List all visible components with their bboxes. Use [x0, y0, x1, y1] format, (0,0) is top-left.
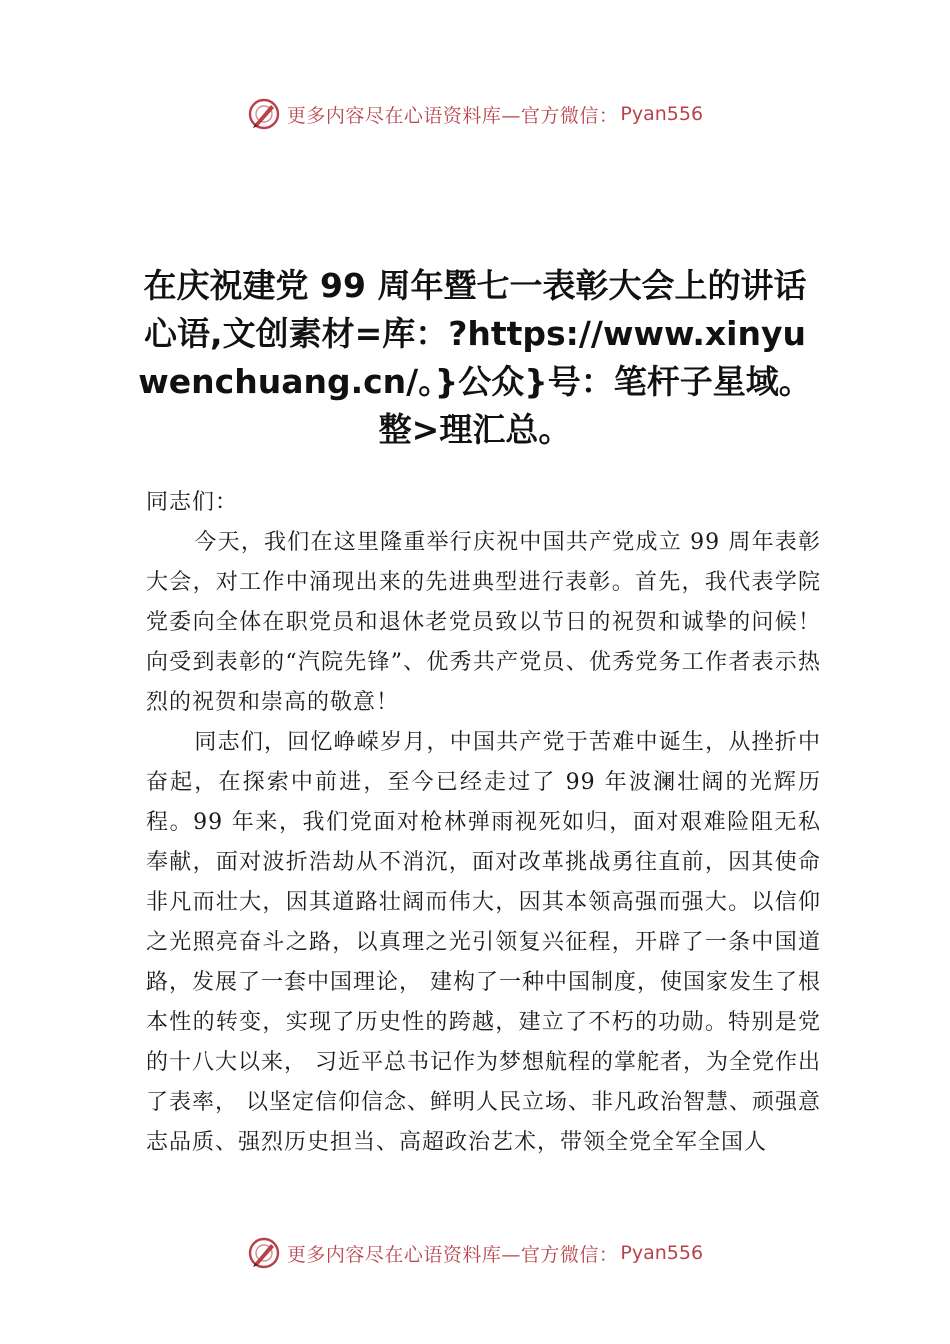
banner-wechat-id: Pyan556 [620, 1242, 704, 1264]
banner-text: 更多内容尽在心语资料库—官方微信： [286, 104, 619, 127]
paragraph: 同志们，回忆峥嵘岁月，中国共产党于苦难中诞生，从挫折中奋起，在探索中前进，至今已经走过了 99 年波澜壮阔的光辉历程。99 年来，我们党面对枪林弹雨视死如归，面对艰难险阻无私奉献，面对波折浩劫从不消沉，面对改革挑战勇往直前，因其使命非凡而壮大，因其道路壮阔而伟大，因其本领高强而强大。以信仰之光照亮奋斗之路，以真理之光引领复兴征程，开辟了一条中国道路，发展了一套中国理论， 建构了一种中国制度，使国家发生了根本性的转变，实现了历史性的跨越，建立了不朽的功勋。特别是党的十八大以来， 习近平总书记作为梦想航程的掌舵者，为全党作出了表率， 以坚定信仰信念、鲜明人民立场、非凡政治智慧、顽强意志品质、强烈历史担当、高超政治艺术，带领全党全军全国人 [146, 730, 821, 1155]
document-body [146, 483, 821, 1163]
salutation: 同志们： [146, 490, 239, 515]
paragraph: 今天，我们在这里隆重举行庆祝中国共产党成立 99 周年表彰大会，对工作中涌现出来的先进典型进行表彰。首先，我代表学院党委向全体在职党员和退休老党员致以节日的祝贺和诚挚的问候！向受到表彰的“汽院先锋”、优秀共产党员、优秀党务工作者表示热烈的祝贺和崇高的敬意！ [146, 530, 821, 715]
banner-text: 更多内容尽在心语资料库—官方微信： [286, 1243, 619, 1266]
banner-wechat-id: Pyan556 [620, 103, 704, 125]
pen-circle-logo-icon [247, 1236, 281, 1270]
footer-banner [0, 1231, 950, 1275]
header-banner [0, 92, 950, 136]
document-title: 在庆祝建党 99 周年暨七一表彰大会上的讲话心语,文创素材=库：?https://www.xinyuwenchuang.cn/。}公众}号：笔杆子星域。整>理汇总。 [138, 266, 812, 449]
pen-circle-logo-icon [247, 97, 281, 131]
